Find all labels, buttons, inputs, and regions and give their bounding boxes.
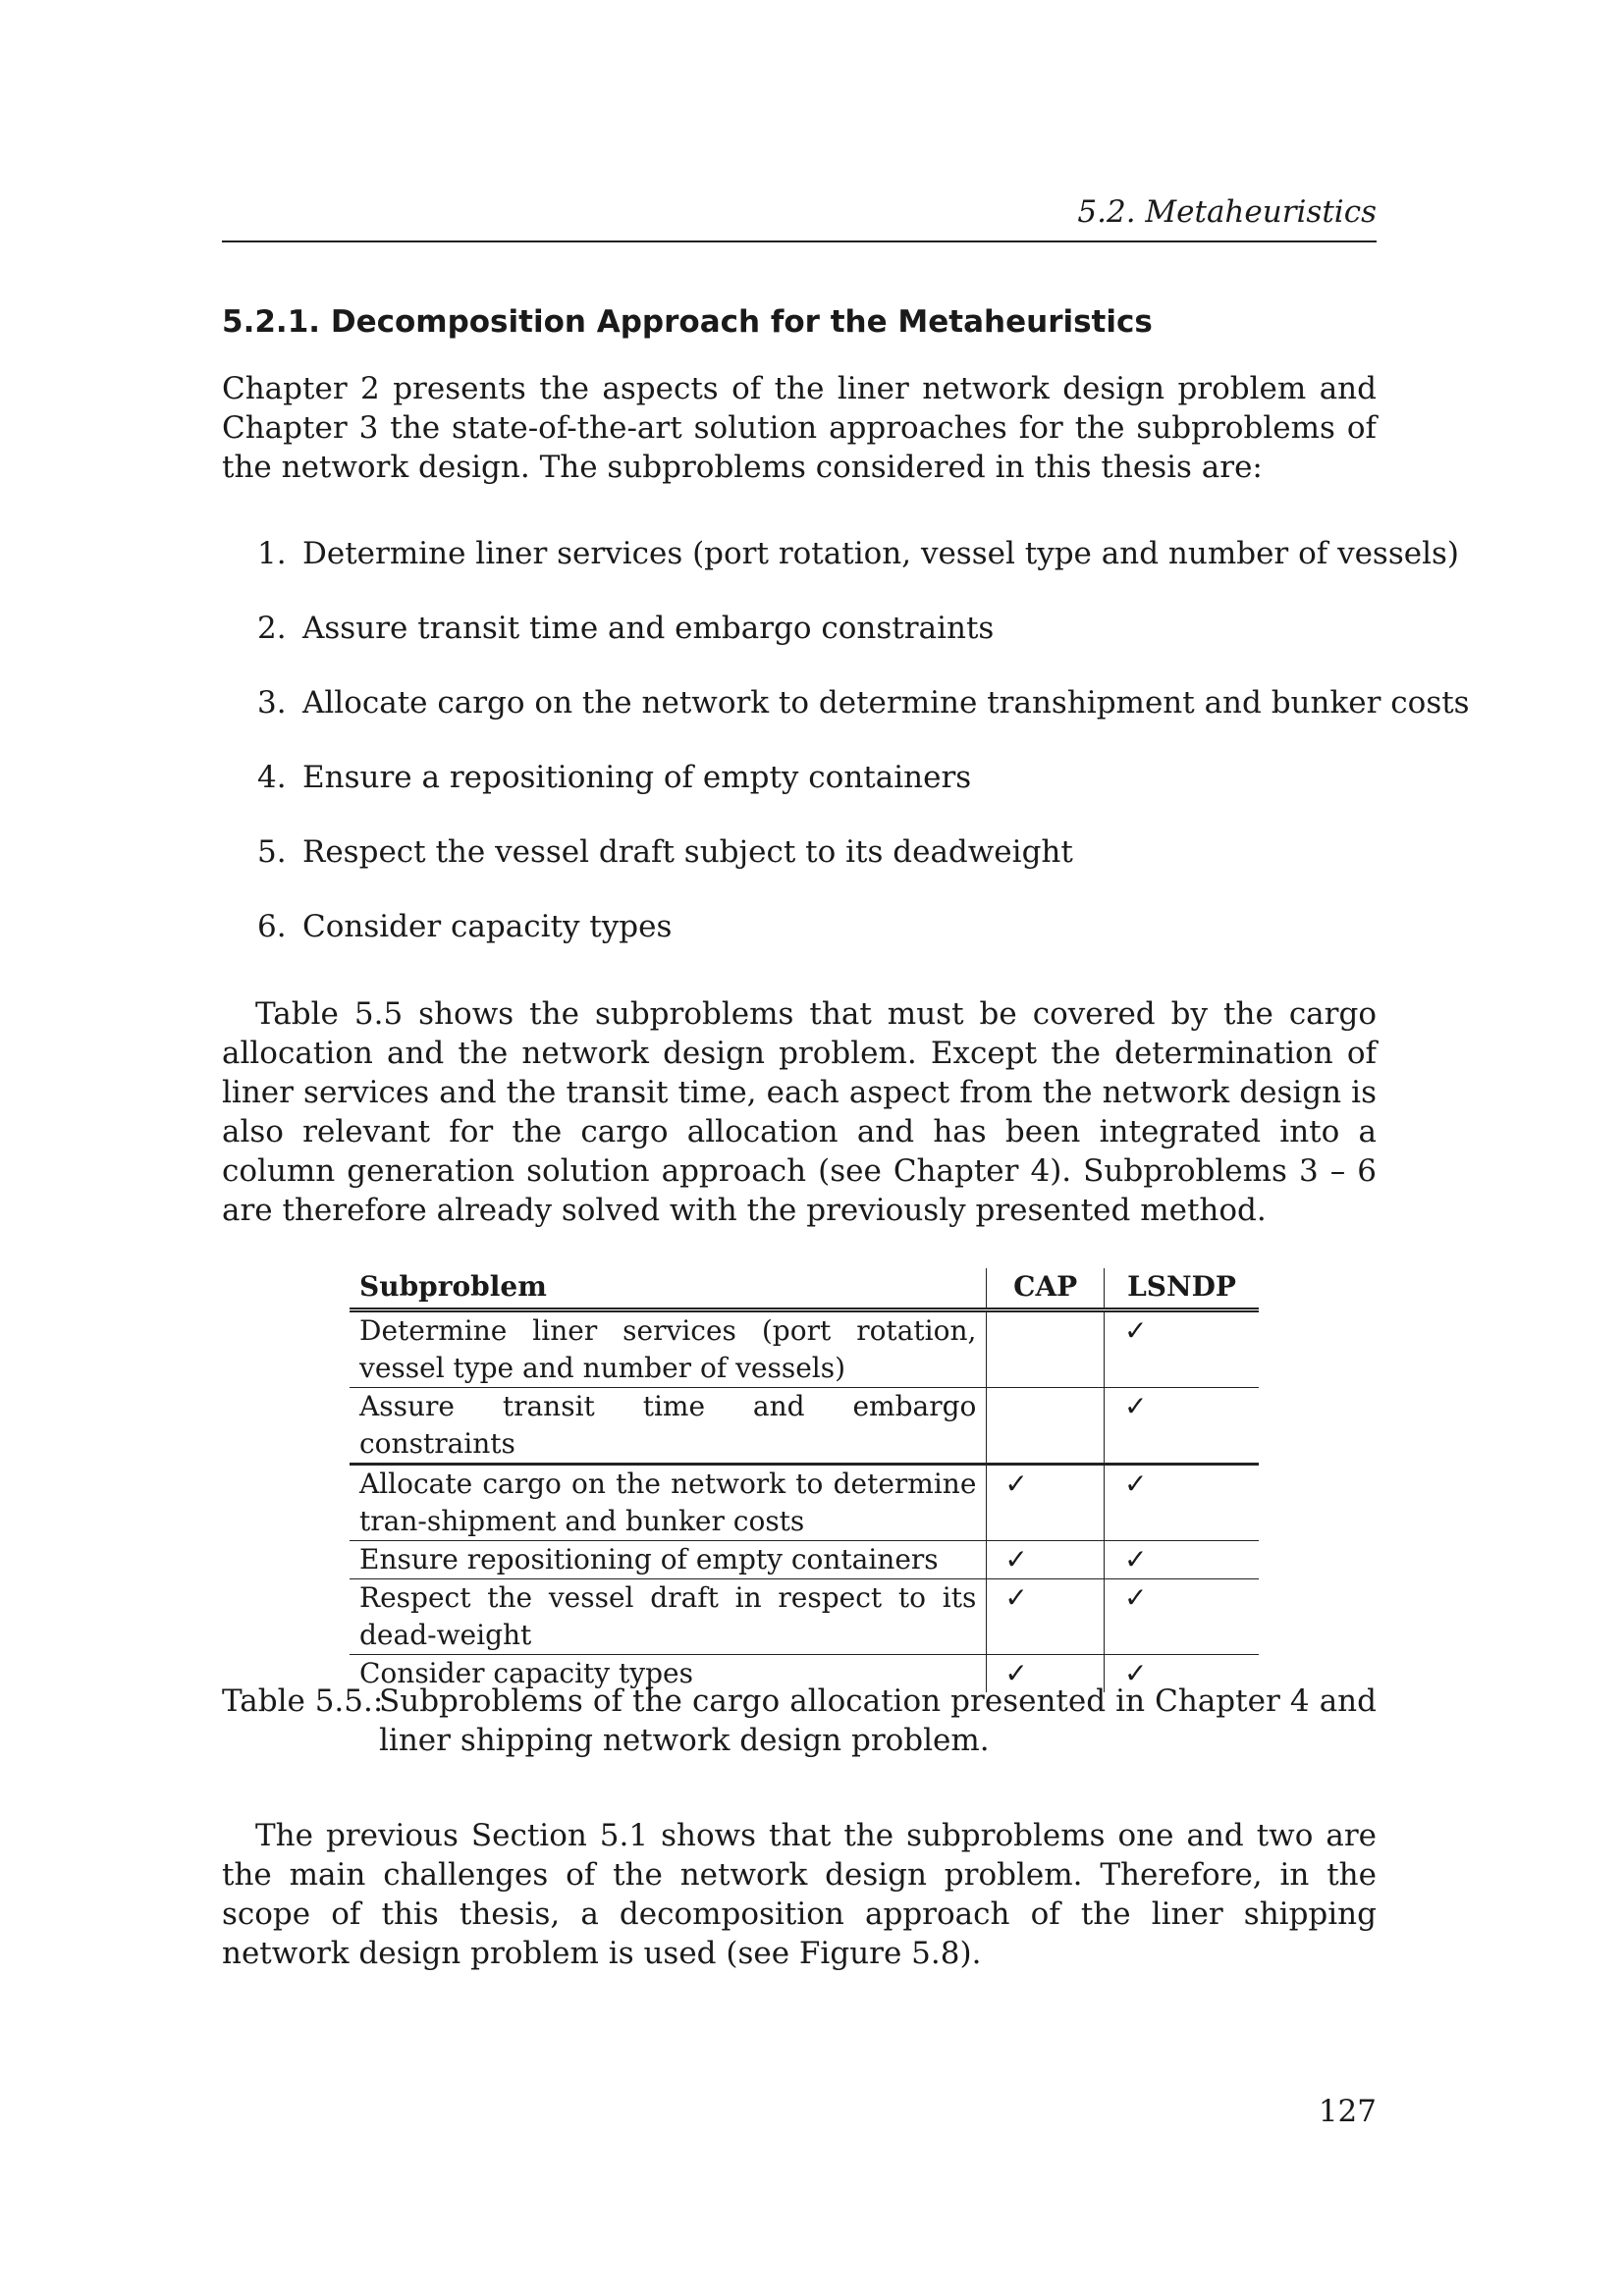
subproblem-list: [222, 534, 1470, 982]
list-item: [222, 534, 1460, 573]
cell-subproblem: Allocate cargo on the network to determine tran-shipment and bunker costs: [359, 1468, 977, 1537]
cell-lsndp: ✓: [1105, 1388, 1259, 1465]
column-header-subproblem: Subproblem: [359, 1270, 547, 1303]
running-header: 5.2. Metaheuristics: [1077, 194, 1377, 230]
list-item: [222, 609, 1377, 648]
cell-cap: [987, 1388, 1105, 1465]
cell-cap: ✓: [987, 1465, 1105, 1541]
list-item-number: 1.: [257, 536, 287, 571]
list-item-number: 5.: [257, 834, 287, 870]
list-item-text: Consider capacity types: [302, 909, 673, 944]
table-row: [350, 1388, 1259, 1465]
conclusion-text: The previous Section 5.1 shows that the subproblems one and two are the main challenges of the network design problem. Therefore, in the scope of this thesis, a decomposition approach of the liner shipping network design problem is used (see Figure 5.8).: [222, 1818, 1377, 1971]
cell-subproblem: Ensure repositioning of empty containers: [359, 1543, 939, 1575]
cell-subproblem: Consider capacity types: [359, 1657, 693, 1689]
list-item-number: 3.: [257, 685, 287, 721]
list-item-text: Allocate cargo on the network to determine transhipment and bunker costs: [302, 685, 1470, 721]
list-item: [222, 683, 1470, 722]
caption-label: Table 5.5.:: [222, 1683, 384, 1719]
list-item-number: 4.: [257, 760, 287, 795]
section-heading: 5.2.1. Decomposition Approach for the Metaheuristics: [222, 304, 1153, 340]
page-number: 127: [1318, 2094, 1377, 2129]
list-item: [222, 758, 1377, 797]
subproblem-table: [350, 1268, 1259, 1692]
table: [350, 1268, 1259, 1692]
list-item-text: Determine liner services (port rotation, vessel type and number of vessels): [302, 536, 1460, 571]
list-item: [222, 907, 1377, 946]
list-item-text: Respect the vessel draft subject to its deadweight: [302, 834, 1073, 870]
cell-lsndp: ✓: [1105, 1655, 1259, 1693]
cell-cap: ✓: [987, 1579, 1105, 1655]
cell-cap: ✓: [987, 1655, 1105, 1693]
table-intro-text: Table 5.5 shows the subproblems that must be covered by the cargo allocation and the network design problem. Except the determination of liner services and the transit time, each aspect from the network design is also relevant for the cargo allocation and has been integrated into a column generation solution approach (see Chapter 4). Subproblems 3 – 6 are therefore already solved with the previously presented method.: [222, 996, 1377, 1228]
cell-lsndp: ✓: [1105, 1310, 1259, 1388]
list-item-number: 6.: [257, 909, 287, 944]
column-header-lsndp: LSNDP: [1105, 1268, 1259, 1310]
cell-cap: ✓: [987, 1541, 1105, 1579]
cell-lsndp: ✓: [1105, 1579, 1259, 1655]
table-row: [350, 1310, 1259, 1388]
table-row: [350, 1541, 1259, 1579]
cell-cap: [987, 1310, 1105, 1388]
intro-paragraph: Chapter 2 presents the aspects of the liner network design problem and Chapter 3 the state-of-the-art solution approaches for the subproblems of the network design. The subproblems considered in this thesis are:: [222, 371, 1377, 485]
list-item-text: Ensure a repositioning of empty containers: [302, 760, 972, 795]
cell-subproblem: Assure transit time and embargo constraints: [359, 1390, 977, 1460]
cell-lsndp: ✓: [1105, 1465, 1259, 1541]
list-item-text: Assure transit time and embargo constraints: [302, 611, 995, 646]
column-header-cap: CAP: [987, 1268, 1105, 1310]
cell-lsndp: ✓: [1105, 1541, 1259, 1579]
conclusion-paragraph: [222, 1816, 1377, 1973]
table-header-row: [350, 1268, 1259, 1310]
table-row: [350, 1579, 1259, 1655]
cell-subproblem: Respect the vessel draft in respect to its dead-weight: [359, 1581, 977, 1651]
list-item-number: 2.: [257, 611, 287, 646]
table-intro-paragraph: [222, 994, 1377, 1230]
table-row: [350, 1465, 1259, 1541]
list-item: [222, 832, 1377, 872]
header-rule: [222, 240, 1377, 242]
cell-subproblem: Determine liner services (port rotation, vessel type and number of vessels): [359, 1314, 977, 1384]
caption-text: Subproblems of the cargo allocation presented in Chapter 4 and liner shipping network design problem.: [379, 1683, 1377, 1758]
